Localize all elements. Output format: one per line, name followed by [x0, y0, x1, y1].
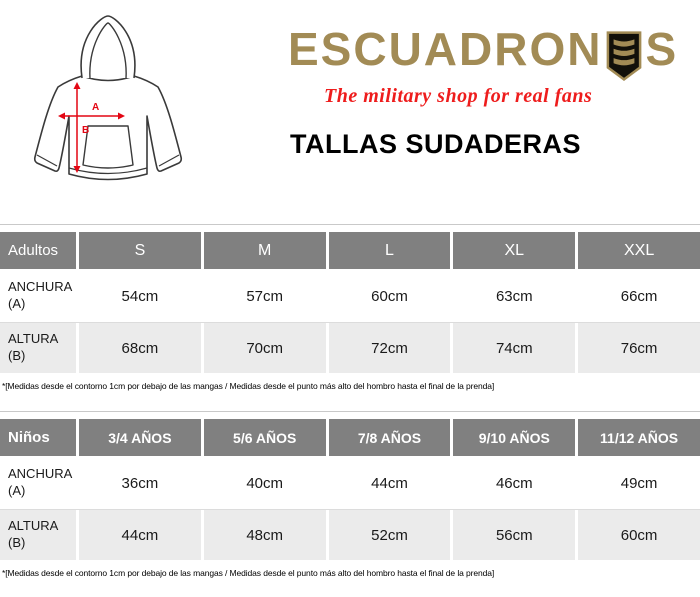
- value-cell: 76cm: [578, 323, 700, 373]
- adults-altura-row: [0, 323, 700, 373]
- row-label: ANCHURA: [8, 466, 73, 482]
- value-cell: 68cm: [79, 323, 201, 373]
- brand-name-prefix: ESCUADRON: [288, 23, 603, 75]
- kids-header-row: [0, 419, 700, 456]
- width-arrow-label: A: [92, 102, 100, 113]
- adults-col-header-xxl: XXL: [578, 232, 700, 269]
- value-cell: 72cm: [329, 323, 451, 373]
- kids-size-table: [0, 411, 700, 578]
- row-label: ALTURA: [8, 331, 59, 347]
- kids-col-header-9-10: 9/10 AÑOS: [453, 419, 575, 456]
- height-arrow-label: B: [82, 125, 90, 136]
- adults-col-header-s: S: [79, 232, 201, 269]
- hoodie-measurement-diagram: [22, 8, 202, 200]
- kids-table-footnote: *[Medidas desde el contorno 1cm por debajo de las mangas / Medidas desde el punto más alto del hombro hasta el final de la prenda]: [2, 568, 495, 578]
- row-label: ANCHURA: [8, 279, 73, 295]
- brand-logo: [288, 23, 696, 82]
- value-cell: 52cm: [329, 510, 451, 560]
- row-sublabel: (A): [8, 296, 26, 311]
- adults-col-header-m: M: [204, 232, 326, 269]
- value-cell: 63cm: [495, 287, 533, 305]
- adults-corner-header: Adultos: [0, 232, 76, 269]
- row-sublabel: (A): [8, 483, 26, 498]
- row-sublabel: (B): [8, 535, 26, 550]
- kids-col-header-3-4: 3/4 AÑOS: [79, 419, 201, 456]
- value-cell: 70cm: [204, 323, 326, 373]
- adults-anchura-row: [0, 270, 700, 323]
- kids-altura-row: [0, 510, 700, 560]
- brand-tagline: The military shop for real fans: [324, 85, 593, 107]
- row-header-altura: [0, 323, 76, 373]
- value-cell: 66cm: [620, 287, 658, 305]
- value-cell: 56cm: [453, 510, 575, 560]
- kids-table-top-divider: [0, 411, 700, 412]
- adults-header-row: [0, 232, 700, 269]
- brand-header: [288, 23, 696, 108]
- value-cell: 49cm: [620, 474, 658, 492]
- rank-chevrons-shield-icon: [605, 30, 643, 82]
- adults-table-footnote: *[Medidas desde el contorno 1cm por debajo de las mangas / Medidas desde el punto más alto del hombro hasta el final de la prenda]: [2, 381, 495, 391]
- adults-col-header-xl: XL: [453, 232, 575, 269]
- value-cell: 60cm: [371, 287, 408, 305]
- adults-size-table: [0, 224, 700, 391]
- value-cell: 36cm: [121, 474, 159, 492]
- row-header-altura: [0, 510, 76, 560]
- kids-col-header-11-12: 11/12 AÑOS: [578, 419, 700, 456]
- adults-table-top-divider: [0, 224, 700, 225]
- page-title: TALLAS SUDADERAS: [290, 129, 581, 159]
- brand-name-suffix: S: [645, 23, 679, 75]
- value-cell: 44cm: [79, 510, 201, 560]
- kids-corner-header: Niños: [0, 419, 76, 456]
- row-header-anchura: [0, 270, 76, 322]
- value-cell: 44cm: [371, 474, 408, 492]
- row-label: ALTURA: [8, 518, 59, 534]
- value-cell: 57cm: [246, 287, 284, 305]
- kids-anchura-row: [0, 457, 700, 510]
- kids-col-header-7-8: 7/8 AÑOS: [329, 419, 451, 456]
- value-cell: 46cm: [495, 474, 533, 492]
- row-sublabel: (B): [8, 348, 26, 363]
- hoodie-drawing-icon: [22, 8, 202, 200]
- value-cell: 60cm: [578, 510, 700, 560]
- kids-col-header-5-6: 5/6 AÑOS: [204, 419, 326, 456]
- value-cell: 40cm: [246, 474, 284, 492]
- adults-col-header-l: L: [329, 232, 451, 269]
- value-cell: 74cm: [453, 323, 575, 373]
- row-header-anchura: [0, 457, 76, 509]
- value-cell: 54cm: [121, 287, 159, 305]
- value-cell: 48cm: [204, 510, 326, 560]
